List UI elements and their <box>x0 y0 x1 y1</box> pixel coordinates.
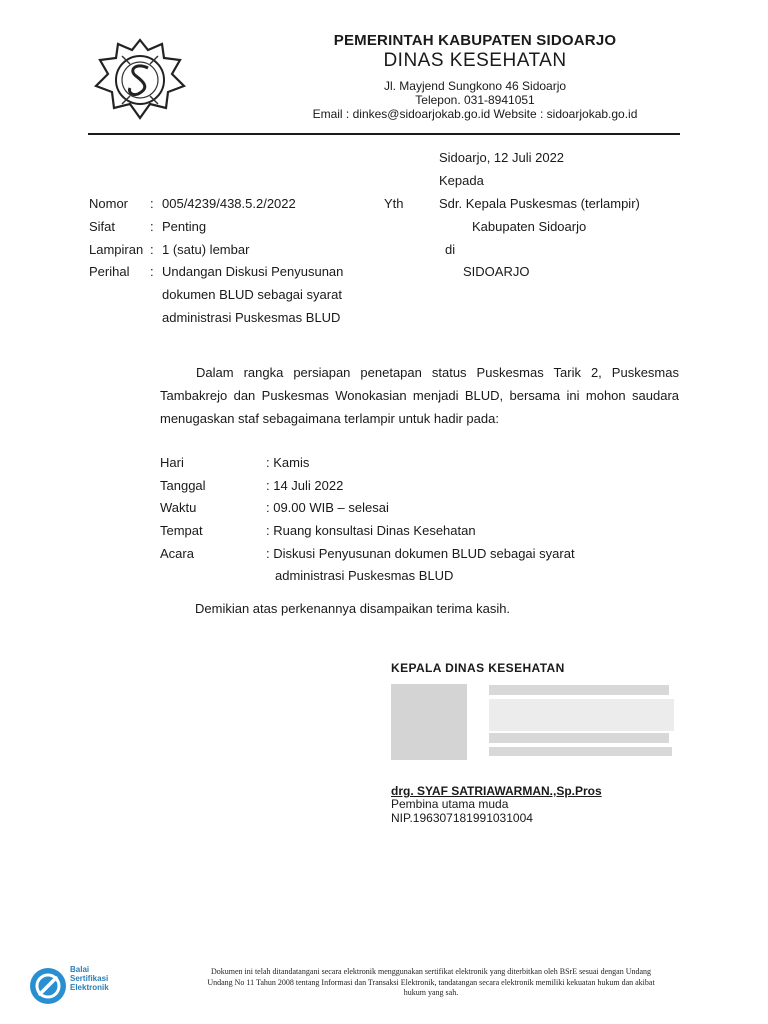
signature-redacted-bar <box>489 685 669 695</box>
meta-value-perihal-line3: administrasi Puskesmas BLUD <box>162 310 341 325</box>
detail-value-tempat: : Ruang konsultasi Dinas Kesehatan <box>266 523 476 538</box>
closing-text: Demikian atas perkenannya disampaikan terima kasih. <box>195 601 511 616</box>
detail-value-acara: : Diskusi Penyusunan dokumen BLUD sebagai syarat <box>266 546 575 561</box>
signature-redacted-block <box>489 699 674 731</box>
detail-value-acara-line2: administrasi Puskesmas BLUD <box>275 568 454 583</box>
recipient-to-label: Kepada <box>439 173 484 188</box>
signature-qr-redacted <box>391 684 467 760</box>
meta-label-lampiran: Lampiran <box>89 242 144 257</box>
bsre-label-line: Elektronik <box>70 983 109 992</box>
detail-label-tempat: Tempat <box>160 523 203 538</box>
detail-label-waktu: Waktu <box>160 500 197 515</box>
e-signature-footer-note <box>148 967 714 999</box>
letterhead-phone: Telepon. 031-8941051 <box>415 93 535 107</box>
recipient-name: Sdr. Kepala Puskesmas (terlampir) <box>439 196 640 211</box>
bsre-label-line: Balai <box>70 965 90 974</box>
bsre-label <box>70 965 109 992</box>
letter-date: Sidoarjo, 12 Juli 2022 <box>439 150 565 165</box>
meta-label-sifat: Sifat <box>89 219 116 234</box>
sidoarjo-regency-emblem-icon <box>92 36 188 124</box>
recipient-di: di <box>445 242 456 257</box>
detail-value-tanggal: : 14 Juli 2022 <box>266 478 344 493</box>
meta-value-nomor: 005/4239/438.5.2/2022 <box>162 196 296 211</box>
meta-label-perihal: Perihal <box>89 264 130 279</box>
bsre-label-line: Sertifikasi <box>70 974 109 983</box>
footer-note-line: Dokumen ini telah ditandatangani secara elektronik menggunakan sertifikat elektronik yang diterbitkan oleh BSrE sesuai dengan Undang <box>210 967 652 976</box>
body-paragraph: Dalam rangka persiapan penetapan status Puskesmas Tarik 2, Puskesmas Tambakrejo dan Puskesmas Wonokasian menjadi BLUD, bersama ini mohon saudara menugaskan staf sebagaimana terlampir untuk hadir pada: <box>160 365 679 426</box>
signature-redacted-bar <box>489 733 669 743</box>
meta-sep: : <box>150 264 154 279</box>
bsre-logo-icon <box>28 966 68 1006</box>
footer-note-line: Undang No 11 Tahun 2008 tentang Informasi dan Transaksi Elektronik, tandatangan secara elektronik memiliki kekuatan hukum dan akibat <box>207 977 655 987</box>
recipient-yth: Yth <box>384 196 404 211</box>
recipient-city: SIDOARJO <box>463 264 530 279</box>
signer-rank: Pembina utama muda <box>391 797 509 811</box>
letterhead-address: Jl. Mayjend Sungkono 46 Sidoarjo <box>383 79 567 93</box>
recipient-area: Kabupaten Sidoarjo <box>472 219 587 234</box>
letterhead-divider <box>88 133 680 135</box>
meta-value-sifat: Penting <box>162 219 207 234</box>
meta-value-perihal-line1: Undangan Diskusi Penyusunan <box>162 264 344 279</box>
signature-redacted-bar <box>489 747 672 756</box>
meta-label-nomor: Nomor <box>89 196 129 211</box>
detail-label-tanggal: Tanggal <box>160 478 206 493</box>
signer-nip: NIP.196307181991031004 <box>391 811 533 825</box>
detail-label-hari: Hari <box>160 455 184 470</box>
meta-sep: : <box>150 196 154 211</box>
detail-value-hari: : Kamis <box>266 455 310 470</box>
signature-title: KEPALA DINAS KESEHATAN <box>391 661 565 675</box>
detail-label-acara: Acara <box>160 546 194 561</box>
meta-sep: : <box>150 219 154 234</box>
footer-note-line: hukum yang sah. <box>403 988 459 997</box>
letterhead-department: DINAS KESEHATAN <box>383 50 567 71</box>
signer-name: drg. SYAF SATRIAWARMAN.,Sp.Pros <box>391 784 602 798</box>
letterhead-contact: Email : dinkes@sidoarjokab.go.id Website : sidoarjokab.go.id <box>312 107 638 121</box>
meta-sep: : <box>150 242 154 257</box>
meta-value-lampiran: 1 (satu) lembar <box>162 242 250 257</box>
detail-value-waktu: : 09.00 WIB – selesai <box>266 500 389 515</box>
letterhead-government: PEMERINTAH KABUPATEN SIDOARJO <box>333 32 617 49</box>
meta-value-perihal-line2: dokumen BLUD sebagai syarat <box>162 287 342 302</box>
